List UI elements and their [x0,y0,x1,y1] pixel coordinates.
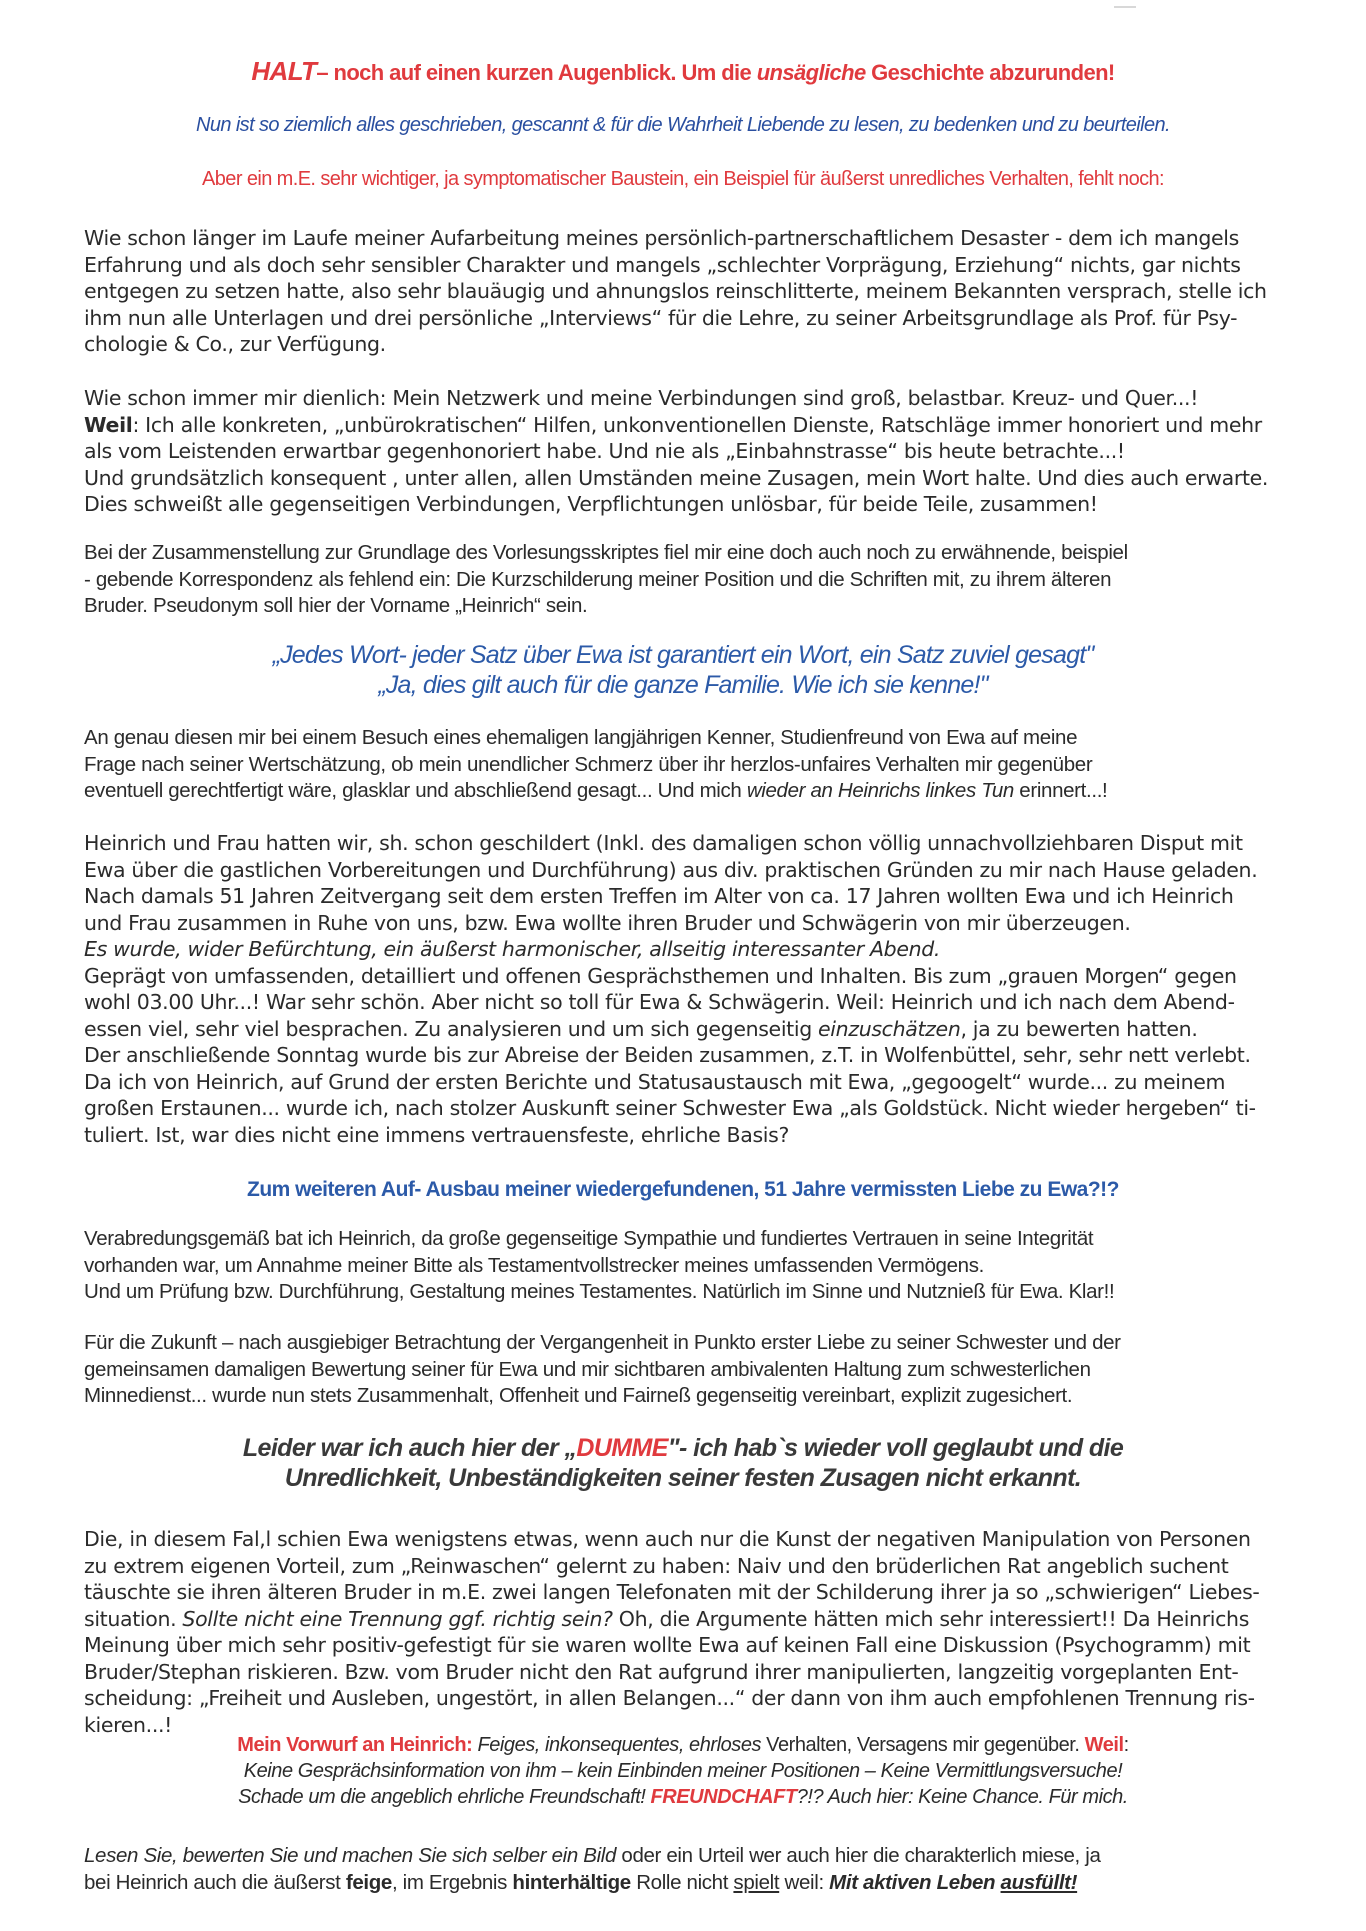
text-line: chologie & Co., zur Verfügung. [84,332,386,356]
text-span: Leider war ich auch hier der „ [242,1434,577,1462]
text-line: Wie schon immer mir dienlich: Mein Netzwerk und meine Verbindungen sind groß, belastbar. Kreuz- und Quer...! [84,386,1199,410]
weil-red: Weil [1084,1734,1124,1756]
text-line: gemeinsamen damaligen Bewertung seiner für Ewa und mir sichtbaren ambivalenten Haltung zum schwesterlichen [84,1357,1091,1381]
text-span: eventuell gerechtfertigt wäre, glasklar und abschließend gesagt... Und mich [84,779,747,802]
text-line: vorhanden war, um Annahme meiner Bitte als Testamentvollstrecker meines umfassenden Vermögens. [84,1253,984,1277]
text-line [84,1870,1101,1897]
text-line: wohl 03.00 Uhr...! War sehr schön. Aber nicht so toll für Ewa & Schwägerin. Weil: Heinrich und ich nach dem Abend- [84,990,1235,1014]
italic-span: wieder an Heinrichs linkes Tun [746,779,1014,802]
intro-red: Aber ein m.E. sehr wichtiger, ja symptomatischer Baustein, ein Beispiel für äußerst unredliches Verhalten, fehlt noch: [202,168,1164,190]
text-span: , im Ergebnis [391,1870,513,1894]
title-end: Geschichte abzurunden! [865,60,1115,85]
paragraph-7 [84,1330,1121,1410]
reproach-block [0,1732,1366,1810]
text-span: essen viel, sehr viel besprachen. Zu analysieren und um sich gegenseitig [84,1016,819,1041]
weil-bold: Weil [84,412,133,437]
text-line: täuschte sie ihren älteren Bruder in m.E. zwei langen Telefonaten mit der Schilderung ihrer ja so „schwierigen“ Liebes- [84,1580,1260,1604]
text-line: Erfahrung und als doch sehr sensibler Charakter und mangels „schlechter Vorprägung, Erziehung“ nichts, gar nichts [84,252,1241,277]
text-line: Die, in diesem Fal,l schien Ewa wenigstens etwas, wenn auch nur die Kunst der negativen Manipulation von Personen [84,1527,1251,1551]
dumme-red: DUMME [576,1434,668,1462]
text-line: Nach damals 51 Jahren Zeitvergang seit dem ersten Treffen im Alter von ca. 17 Jahren wollten Ewa und ich Heinrich [84,884,1234,908]
paragraph-2 [84,385,1268,518]
text-line: Der anschließende Sonntag wurde bis zur Abreise der Beiden zusammen, z.T. in Wolfenbüttel, sehr, sehr nett verlebt. [84,1043,1251,1067]
text-line [84,1843,1101,1870]
final-underlined: ausfüllt! [1000,1870,1078,1894]
quote-line: „Ja, dies gilt auch für die ganze Familie. Wie ich sie kenne!" [378,671,988,699]
text-span: Verhalten, Versagens mir gegenüber. [761,1734,1085,1756]
paragraph-1 [84,225,1267,358]
text-line: Dies schweißt alle gegenseitigen Verbindungen, Verpflichtungen unlösbar, für beide Teile, zusammen! [84,492,1098,516]
italic-span: Lesen Sie, bewerten Sie und machen Sie sich selber ein Bild [84,1844,617,1867]
text-line: Meinung über mich sehr positiv-gefestigt für sie waren wollte Ewa auf keinen Fall eine Diskussion (Psychogramm) mit [84,1633,1251,1657]
text-line: Bruder/Stephan riskieren. Bzw. vom Bruder nicht den Rat aufgrund ihrer manipulierten, langzeitig vorgeplanten Ent- [84,1659,1239,1684]
text-line: Geprägt von umfassenden, detailliert und offenen Gesprächsthemen und Inhalten. Bis zum „grauen Morgen“ gegen [84,963,1237,988]
bold-hinterhaeltige: hinterhältige [512,1870,631,1894]
bold-feige: feige [345,1870,392,1894]
title-halt: HALT [251,56,317,86]
paragraph-4 [84,725,1107,805]
text-line: entgegen zu setzen hatte, also sehr blauäugig und ahnungslos reinschlitterte, meinem Bekannten versprach, stelle ich [84,279,1267,303]
quote-block [0,640,1366,700]
text-line: als vom Leistenden erwartbar gegenhonoriert habe. Und nie als „Einbahnstrasse“ bis heute betrachte...! [84,439,1125,463]
text-span: oder ein Urteil wer auch hier die charakterlich miese, ja [616,1844,1101,1867]
paragraph-8 [84,1526,1259,1738]
text-line [84,1016,1257,1043]
heading-line: Unredlichkeit, Unbeständigkeiten seiner festen Zusagen nicht erkannt. [284,1464,1082,1492]
text-span: weil: [779,1870,830,1894]
text-line: Da ich von Heinrich, auf Grund der ersten Berichte und Statusaustausch mit Ewa, „gegoogelt“ wurde... zu meinem [84,1069,1226,1094]
text-span: erinnert...! [1013,779,1108,802]
text-line: An genau diesen mir bei einem Besuch eines ehemaligen langjährigen Kenner, Studienfreund von Ewa auf meine [84,726,1078,749]
text-line [84,412,1268,439]
text-line: Ewa über die gastlichen Vorbereitungen und Durchführung) aus div. praktischen Gründen zu mir nach Hause geladen. [84,857,1258,882]
heading-line [0,1433,1366,1463]
text-line: Minnedienst... wurde nun stets Zusammenhalt, Offenheit und Fairneß gegenseitig vereinbart, explizit zugesichert. [84,1384,1073,1407]
reproach-line [0,1784,1366,1810]
text-line: Heinrich und Frau hatten wir, sh. schon geschildert (Inkl. des damaligen schon völlig unnachvollziehbaren Disput mit [84,831,1243,855]
text-line: und Frau zusammen in Ruhe von uns, bzw. Ewa wollte ihren Bruder und Schwägerin von mir überzeugen. [84,910,1131,935]
text-span: Schade um die angeblich ehrliche Freundschaft! [238,1786,651,1808]
text-span: : Ich alle konkreten, „unbürokratischen“ Hilfen, unkonventionellen Dienste, Ratschläge immer honoriert und mehr [132,412,1262,437]
emphasis-heading [0,1433,1366,1493]
text-line: Wie schon länger im Laufe meiner Aufarbeitung meines persönlich-partnerschaftlichem Desaster - dem ich mangels [84,226,1239,250]
scan-mark [1114,6,1136,8]
text-line: kieren...! [84,1712,173,1737]
quote-line: „Jedes Wort- jeder Satz über Ewa ist garantiert ein Wort, ein Satz zuviel gesagt" [272,641,1094,669]
italic-span: Feiges, inkonsequentes, ehrloses [472,1734,762,1756]
text-line: Und grundsätzlich konsequent , unter allen, allen Umständen meine Zusagen, mein Wort halte. Und dies auch erwarte. [84,465,1269,490]
intro-blue: Nun ist so ziemlich alles geschrieben, gescannt & für die Wahrheit Liebende zu lesen, zu bedenken und zu beurteilen. [195,114,1170,136]
text-line: scheidung: „Freiheit und Ausleben, ungestört, in allen Belangen...“ der dann von ihm auch empfohlenen Trennung ris- [84,1686,1255,1710]
title-italic: unsägliche [756,60,866,85]
underline-spielt: spielt [733,1870,780,1894]
text-line: Bruder. Pseudonym soll hier der Vorname „Heinrich“ sein. [84,594,588,617]
paragraph-6 [84,1226,1114,1306]
text-line: Für die Zukunft – nach ausgiebiger Betrachtung der Vergangenheit in Punkto erster Liebe zu seiner Schwester und der [84,1331,1121,1354]
text-span: , ja zu bewerten hatten. [960,1016,1198,1041]
text-line: zu extrem eigenen Vorteil, zum „Reinwaschen“ gelernt zu haben: Naiv und den brüderlichen Rat angeblich suchent [84,1553,1229,1578]
italic-span: Sollte nicht eine Trennung ggf. richtig sein? [182,1606,613,1631]
text-line: großen Erstaunen... wurde ich, nach stolzer Auskunft seiner Schwester Ewa „als Goldstück. Nicht wieder hergeben“ ti- [84,1096,1256,1120]
text-line: - gebende Korrespondenz als fehlend ein: Die Kurzschilderung meiner Position und die Schriften mit, zu ihrem älteren [84,567,1112,591]
text-line: ihm nun alle Unterlagen und drei persönliche „Interviews“ für die Lehre, zu seiner Arbeitsgrundlage als Prof. für Psy- [84,305,1238,330]
page-title [0,56,1366,87]
text-line: tuliert. Ist, war dies nicht eine immens vertrauensfeste, ehrliche Basis? [84,1122,789,1147]
text-span: Rolle nicht [630,1870,734,1894]
title-rest: – noch auf einen kurzen Augenblick. Um die [316,60,757,85]
italic-span: einzuschätzen [818,1016,961,1041]
text-span: : [1123,1734,1129,1756]
paragraph-3 [84,540,1128,620]
closing-paragraph [84,1843,1101,1896]
text-line: Verabredungsgemäß bat ich Heinrich, da große gegenseitige Sympathie und fundiertes Vertrauen in seine Integrität [84,1227,1094,1250]
reproach-label: Mein Vorwurf an Heinrich: [237,1734,473,1756]
text-line: Es wurde, wider Befürchtung, ein äußerst harmonischer, allseitig interessanter Abend. [84,937,941,961]
text-line: Und um Prüfung bzw. Durchführung, Gestaltung meines Testamentes. Natürlich im Sinne und Nutznieß für Ewa. Klar!! [84,1280,1115,1303]
reproach-line [0,1732,1366,1758]
final-bold-italic: Mit aktiven Leben [829,1870,1001,1894]
text-line [84,778,1107,805]
text-span: bei Heinrich auch die äußerst [84,1870,346,1894]
text-line [84,1606,1259,1633]
text-span: Oh, die Argumente hätten mich sehr interessiert!! Da Heinrichs [612,1606,1250,1631]
paragraph-5 [84,830,1257,1148]
text-span: ?!? Auch hier: Keine Chance. Für mich. [796,1786,1128,1808]
freundchaft-red: FREUNDCHAFT [650,1786,797,1808]
subheading: Zum weiteren Auf- Ausbau meiner wiedergefundenen, 51 Jahre vermissten Liebe zu Ewa?!? [247,1178,1119,1201]
text-line: Bei der Zusammenstellung zur Grundlage des Vorlesungsskriptes fiel mir eine doch auch noch zu erwähnende, beispiel [84,541,1128,564]
text-line: Frage nach seiner Wertschätzung, ob mein unendlicher Schmerz über ihr herzlos-unfaires Verhalten mir gegenüber [84,752,1093,776]
reproach-line: Keine Gesprächsinformation von ihm – kein Einbinden meiner Positionen – Keine Vermittlungsversuche! [243,1760,1123,1782]
text-span: "- ich hab`s wieder voll geglaubt und die [667,1434,1124,1462]
text-span: situation. [84,1606,183,1631]
